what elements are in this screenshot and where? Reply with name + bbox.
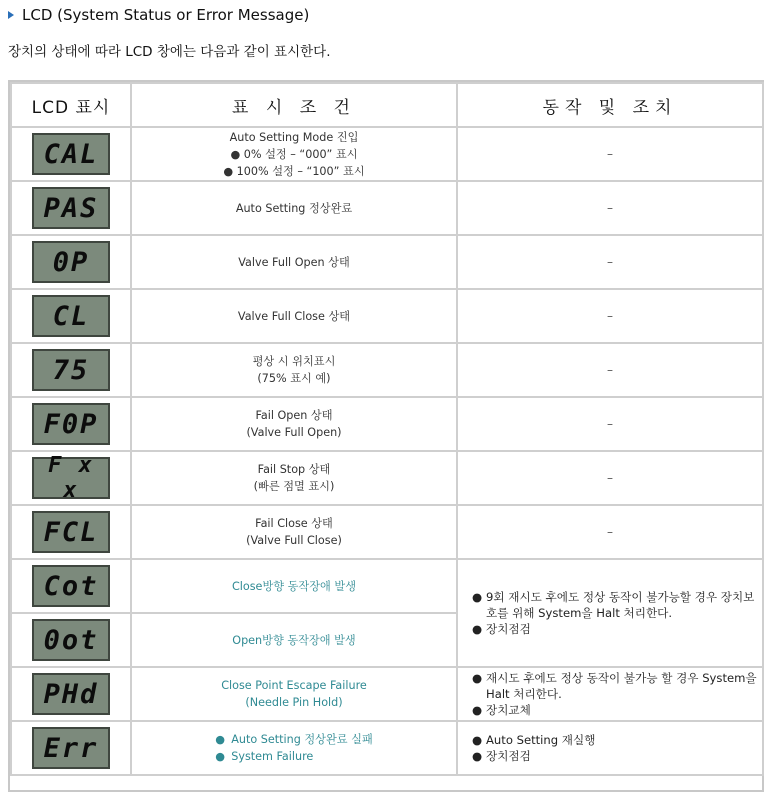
condition-line: Close Point Escape Failure [221,679,367,692]
table-row [11,397,763,451]
action-cell: – [457,235,763,289]
action-cell: – [457,505,763,559]
lcd-display: CAL [32,133,110,175]
list-item: ● 9회 재시도 후에도 정상 동작이 불가능할 경우 장치보호를 위해 System을 Halt 처리한다. [472,590,755,620]
lcd-display: 0P [32,241,110,283]
condition-line: (Valve Full Open) [246,426,342,439]
condition-line: Fail Stop 상태 [257,463,331,476]
condition-line: (빠른 점멸 표시) [253,480,335,493]
condition-line: (75% 표시 예) [257,372,331,385]
condition-line: ● 100% 설정 – “100” 표시 [223,164,365,178]
lcd-display: F x x [32,457,110,499]
lcd-display: F0P [32,403,110,445]
intro-text: 장치의 상태에 따라 LCD 창에는 다음과 같이 표시한다. [8,44,331,60]
list-item: ● 장치교체 [472,703,531,717]
condition-line: Close방향 동작장애 발생 [231,579,357,593]
condition-line: Fail Close 상태 [255,517,333,530]
list-item: ● 재시도 후에도 정상 동작이 불가능 할 경우 System을 Halt 처리한다. [472,671,757,701]
lcd-display: FCL [32,511,110,553]
condition-line: Auto Setting Mode 진입 [229,130,359,144]
action-cell: – [457,127,763,181]
table-row [11,127,763,181]
lcd-table [10,82,764,776]
condition-line: (Valve Full Close) [246,534,342,547]
action-cell: – [457,181,763,235]
list-item: ● Auto Setting 재실행 [472,733,596,747]
lcd-display: PHd [32,673,110,715]
condition-line: Open방향 동작장애 발생 [232,633,356,647]
table-row [11,505,763,559]
action-cell: – [457,451,763,505]
table-row [11,559,763,613]
table-row [11,235,763,289]
action-cell: – [457,289,763,343]
condition-line: Fail Open 상태 [255,409,333,422]
table-row [11,451,763,505]
header-lcd: LCD 표시 [11,83,131,127]
condition-line: ● 0% 설정 – “000” 표시 [230,147,358,161]
condition-line: Valve Full Open 상태 [238,255,350,269]
list-item: ● 장치점검 [472,749,531,763]
section-title [8,6,309,24]
action-cell: – [457,343,763,397]
lcd-display: 75 [32,349,110,391]
lcd-display: CL [32,295,110,337]
lcd-table-container [8,80,764,792]
section-title-text: LCD (System Status or Error Message) [22,6,310,24]
list-item: ● 장치점검 [472,622,531,636]
lcd-display: 0ot [32,619,110,661]
condition-line: Valve Full Close 상태 [237,309,351,323]
action-cell: – [457,397,763,451]
merged-action-cell [457,559,763,667]
lcd-display: Err [32,727,110,769]
condition-line: Auto Setting 정상완료 [235,201,353,215]
condition-line: (Needle Pin Hold) [245,696,343,709]
list-item: ● Auto Setting 정상완료 실패 [215,733,373,746]
table-row [11,181,763,235]
lcd-display: Cot [32,565,110,607]
table-row [11,289,763,343]
header-action: 동작 및 조치 [457,83,763,127]
header-condition: 표 시 조 건 [131,83,457,127]
list-item: ● System Failure [215,750,314,763]
triangle-bullet-icon [8,11,14,19]
table-header-row [11,83,763,127]
table-row [11,721,763,775]
table-row [11,343,763,397]
table-row [11,667,763,721]
condition-line: 평상 시 위치표시 [252,355,336,368]
lcd-display: PAS [32,187,110,229]
